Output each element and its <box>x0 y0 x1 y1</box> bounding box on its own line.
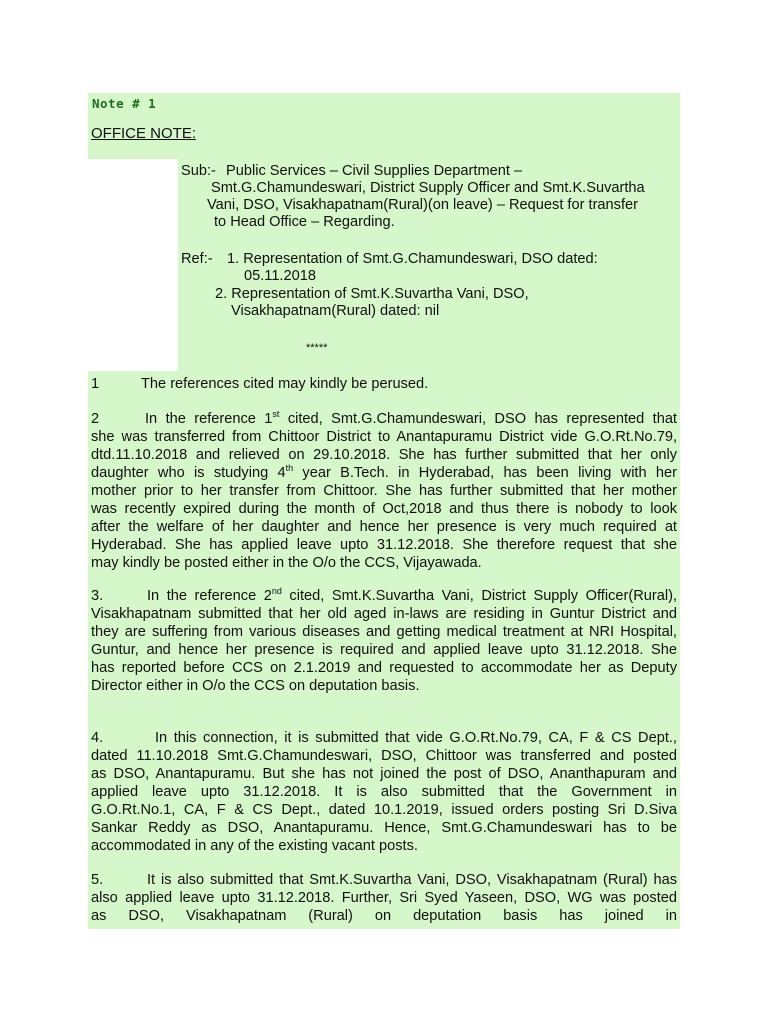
paragraph-number: 5. <box>91 872 104 888</box>
paragraph-line: as DSO, Anantapuramu. But she has not joined the post of DSO, Ananthapuram and <box>91 766 677 782</box>
note-header <box>88 93 680 159</box>
subject-reference-block <box>178 159 680 371</box>
paragraph-line: Guntur, and hence her presence is required and applied leave upto 31.12.2018. She <box>91 642 677 658</box>
note-body <box>88 371 680 929</box>
office-note-title: OFFICE NOTE: <box>91 125 196 142</box>
paragraph-line: after the welfare of her daughter and hence her presence is very much required at <box>91 519 677 535</box>
paragraph-4 <box>91 729 677 855</box>
paragraph-line: she was transferred from Chittoor District to Anantapuramu District vide G.O.Rt.No.79, <box>91 429 677 445</box>
reference-line: 2. Representation of Smt.K.Suvartha Vani, DSO, <box>215 286 529 302</box>
superscript: st <box>272 409 280 419</box>
paragraph-text: The references cited may kindly be perused. <box>141 376 429 392</box>
paragraph-2 <box>91 410 677 572</box>
subject-line: Public Services – Civil Supplies Department – <box>226 163 523 179</box>
reference-line: 05.11.2018 <box>244 268 316 284</box>
paragraph-line: G.O.Rt.No.1, CA, F & CS Dept., dated 10.1.2019, issued orders posting Sri D.Siva <box>91 802 677 818</box>
reference-line: 1. Representation of Smt.G.Chamundeswari, DSO dated: <box>227 251 598 267</box>
reference-prefix: Ref:- <box>181 251 213 267</box>
subject-line: Vani, DSO, Visakhapatnam(Rural)(on leave) – Request for transfer <box>207 197 638 213</box>
reference-line: Visakhapatnam(Rural) dated: nil <box>231 303 440 319</box>
separator-stars: ***** <box>306 342 328 354</box>
paragraph-line: dated 11.10.2018 Smt.G.Chamundeswari, DSO, Chittoor was transferred and posted <box>91 748 677 764</box>
note-label: Note # 1 <box>92 96 157 111</box>
paragraph-line: accommodated in any of the existing vacant posts. <box>91 838 418 854</box>
paragraph-text: cited, Smt.G.Chamundeswari, DSO has represented that <box>279 411 677 427</box>
paragraph-line: Sankar Reddy as DSO, Anantapuramu. Hence, Smt.G.Chamundeswari has to be <box>91 820 677 836</box>
paragraph-text: cited, Smt.K.Suvartha Vani, District Supply Officer(Rural), <box>281 588 677 604</box>
subject-line: to Head Office – Regarding. <box>214 214 395 230</box>
paragraph-1 <box>91 375 677 393</box>
paragraph-3 <box>91 587 677 695</box>
superscript: nd <box>271 586 282 596</box>
paragraph-text: In the reference 2 <box>147 588 272 604</box>
paragraph-line: mother prior to her transfer from Chittoor. She has further submitted that her mother <box>91 483 677 499</box>
paragraph-line: dtd.11.10.2018 and relieved on 29.10.2018. She has further submitted that her only <box>91 447 677 463</box>
subject-prefix: Sub:- <box>181 163 216 179</box>
paragraph-5 <box>91 871 677 925</box>
paragraph-line: applied leave upto 31.12.2018. It is also submitted that the Government in <box>91 784 677 800</box>
paragraph-number: 3. <box>91 588 104 604</box>
paragraph-line: may kindly be posted either in the O/o the CCS, Vijayawada. <box>91 555 482 571</box>
paragraph-text: In this connection, it is submitted that vide G.O.Rt.No.79, CA, F & CS Dept., <box>155 730 677 746</box>
paragraph-text: year B.Tech. in Hyderabad, has been living with her <box>293 465 677 481</box>
paragraph-number: 2 <box>91 411 100 427</box>
paragraph-line: Hyderabad. She has applied leave upto 31.12.2018. She therefore request that she <box>91 537 677 553</box>
paragraph-line: also applied leave upto 31.12.2018. Further, Sri Syed Yaseen, DSO, WG was posted <box>91 890 677 906</box>
paragraph-line: Director either in O/o the CCS on deputation basis. <box>91 678 420 694</box>
paragraph-number: 1 <box>91 376 100 392</box>
paragraph-line: they are suffering from various diseases and getting medical treatment at NRI Hospital, <box>91 624 677 640</box>
paragraph-number: 4. <box>91 730 104 746</box>
paragraph-text: daughter who is studying 4 <box>91 465 286 481</box>
paragraph-line: Visakhapatnam submitted that her old aged in-laws are residing in Guntur District and <box>91 606 677 622</box>
subject-line: Smt.G.Chamundeswari, District Supply Officer and Smt.K.Suvartha <box>211 180 645 196</box>
paragraph-text: In the reference 1 <box>145 411 273 427</box>
paragraph-line: as DSO, Visakhapatnam (Rural) on deputation basis has joined in <box>91 908 677 924</box>
paragraph-line: has reported before CCS on 2.1.2019 and requested to accommodate her as Deputy <box>91 660 677 676</box>
superscript: th <box>285 463 294 473</box>
paragraph-line: was recently expired during the month of Oct,2018 and thus there is nobody to look <box>91 501 677 517</box>
paragraph-text: It is also submitted that Smt.K.Suvartha Vani, DSO, Visakhapatnam (Rural) has <box>147 872 677 888</box>
